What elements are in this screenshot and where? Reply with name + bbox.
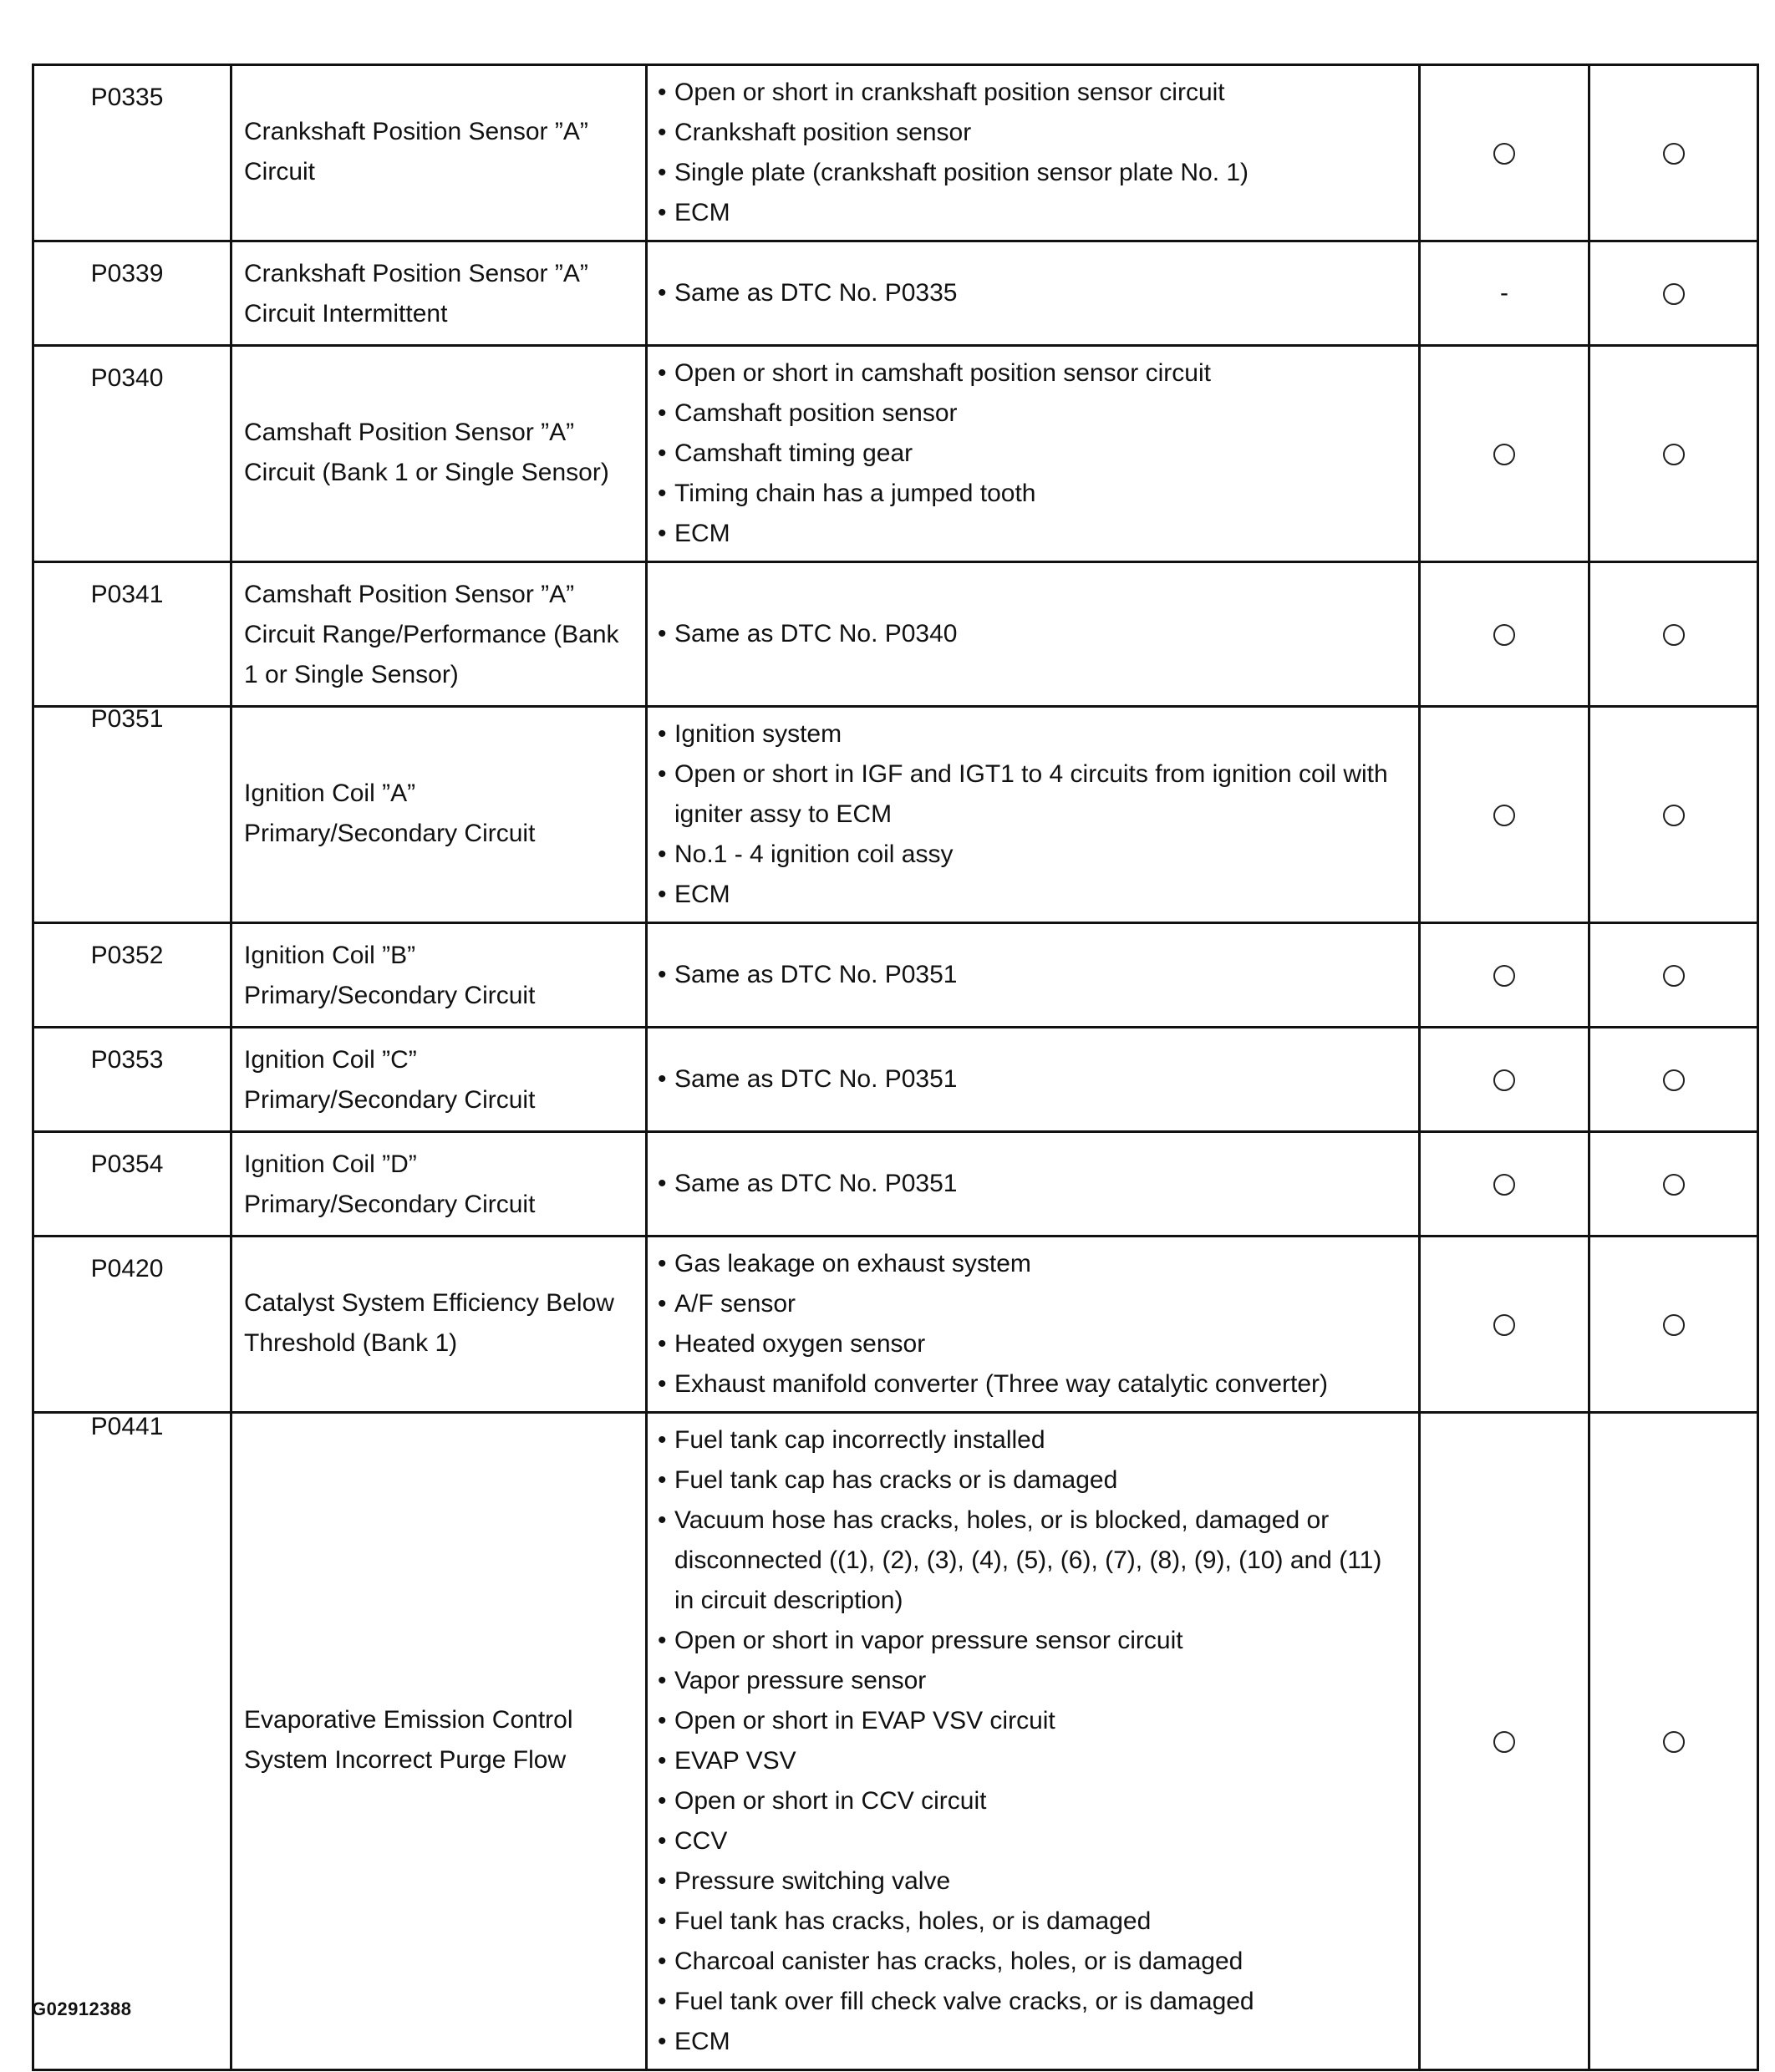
trouble-area-item: • Camshaft timing gear bbox=[658, 434, 1405, 474]
trouble-area-item: • Fuel tank cap incorrectly installed bbox=[658, 1420, 1405, 1460]
trouble-area-item: • Exhaust manifold converter (Three way catalytic converter) bbox=[658, 1364, 1405, 1404]
table-row bbox=[33, 707, 1758, 923]
detection-item-cell: Crankshaft Position Sensor ”A” Circuit Intermittent bbox=[231, 241, 647, 346]
trouble-area-item: • Heated oxygen sensor bbox=[658, 1324, 1405, 1364]
trouble-area-item: • Pressure switching valve bbox=[658, 1861, 1405, 1902]
check-mark-cell bbox=[1420, 1028, 1589, 1132]
dtc-code-cell: P0352 bbox=[33, 923, 231, 1028]
check-mark-cell bbox=[1589, 241, 1758, 346]
check-mark-cell: - bbox=[1420, 241, 1589, 346]
trouble-area-cell bbox=[647, 65, 1420, 241]
trouble-area-item: • EVAP VSV bbox=[658, 1741, 1405, 1781]
circle-mark-icon bbox=[1493, 1314, 1515, 1336]
trouble-area-cell bbox=[647, 923, 1420, 1028]
dtc-code-cell: P0340 bbox=[33, 346, 231, 562]
trouble-area-item: • Same as DTC No. P0335 bbox=[658, 273, 1405, 313]
trouble-area-item: • Open or short in camshaft position sensor circuit bbox=[658, 353, 1405, 394]
circle-mark-icon bbox=[1493, 805, 1515, 826]
table-row bbox=[33, 346, 1758, 562]
trouble-area-item: • Same as DTC No. P0351 bbox=[658, 1164, 1405, 1204]
circle-mark-icon bbox=[1663, 805, 1685, 826]
detection-item-cell: Crankshaft Position Sensor ”A” Circuit bbox=[231, 65, 647, 241]
trouble-area-item: • Crankshaft position sensor bbox=[658, 113, 1405, 153]
table-row bbox=[33, 923, 1758, 1028]
trouble-area-item: • Open or short in CCV circuit bbox=[658, 1781, 1405, 1821]
trouble-area-item: • ECM bbox=[658, 2022, 1405, 2062]
circle-mark-icon bbox=[1663, 624, 1685, 646]
dtc-table bbox=[32, 63, 1759, 2071]
check-mark-cell bbox=[1589, 1132, 1758, 1237]
trouble-area-cell bbox=[647, 346, 1420, 562]
table-row bbox=[33, 1237, 1758, 1413]
trouble-area-item: • Vacuum hose has cracks, holes, or is blocked, damaged or disconnected ((1), (2), (3), (4), (5), (6), (7), (8), (9), (10) and (11) in circuit description) bbox=[658, 1501, 1405, 1621]
trouble-area-item: • Vapor pressure sensor bbox=[658, 1661, 1405, 1701]
trouble-area-item: • Same as DTC No. P0351 bbox=[658, 1059, 1405, 1099]
dtc-code-cell: P0335 bbox=[33, 65, 231, 241]
circle-mark-icon bbox=[1663, 1314, 1685, 1336]
circle-mark-icon bbox=[1493, 1731, 1515, 1753]
figure-id: G02912388 bbox=[32, 1998, 132, 2019]
trouble-area-item: • Single plate (crankshaft position sensor plate No. 1) bbox=[658, 153, 1405, 193]
detection-item-cell: Ignition Coil ”A” Primary/Secondary Circuit bbox=[231, 707, 647, 923]
dtc-code-cell: P0339 bbox=[33, 241, 231, 346]
detection-item-cell: Catalyst System Efficiency Below Threshold (Bank 1) bbox=[231, 1237, 647, 1413]
trouble-area-item: • Charcoal canister has cracks, holes, or is damaged bbox=[658, 1942, 1405, 1982]
trouble-area-cell bbox=[647, 241, 1420, 346]
trouble-area-item: • Same as DTC No. P0351 bbox=[658, 955, 1405, 995]
check-mark-cell bbox=[1420, 707, 1589, 923]
trouble-area-item: • Timing chain has a jumped tooth bbox=[658, 474, 1405, 514]
table-row bbox=[33, 65, 1758, 241]
dtc-code-cell: P0420 bbox=[33, 1237, 231, 1413]
detection-item-cell: Evaporative Emission Control System Incorrect Purge Flow bbox=[231, 1413, 647, 2070]
table-row bbox=[33, 562, 1758, 707]
trouble-area-item: • Ignition system bbox=[658, 714, 1405, 754]
check-mark-cell bbox=[1589, 346, 1758, 562]
trouble-area-cell bbox=[647, 707, 1420, 923]
check-mark-cell bbox=[1589, 923, 1758, 1028]
check-mark-cell bbox=[1589, 562, 1758, 707]
check-mark-cell bbox=[1420, 1237, 1589, 1413]
trouble-area-cell bbox=[647, 562, 1420, 707]
circle-mark-icon bbox=[1663, 283, 1685, 305]
circle-mark-icon bbox=[1493, 444, 1515, 465]
dtc-code-cell: P0341 bbox=[33, 562, 231, 707]
check-mark-cell bbox=[1589, 707, 1758, 923]
circle-mark-icon bbox=[1493, 143, 1515, 165]
dtc-code-cell: P0354 bbox=[33, 1132, 231, 1237]
detection-item-cell: Camshaft Position Sensor ”A” Circuit (Bank 1 or Single Sensor) bbox=[231, 346, 647, 562]
circle-mark-icon bbox=[1663, 143, 1685, 165]
check-mark-cell bbox=[1589, 1413, 1758, 2070]
trouble-area-item: • Fuel tank has cracks, holes, or is damaged bbox=[658, 1902, 1405, 1942]
trouble-area-item: • A/F sensor bbox=[658, 1284, 1405, 1324]
trouble-area-item: • Fuel tank cap has cracks or is damaged bbox=[658, 1460, 1405, 1501]
trouble-area-item: • Camshaft position sensor bbox=[658, 394, 1405, 434]
dtc-code-cell: P0441 bbox=[33, 1413, 231, 2070]
circle-mark-icon bbox=[1663, 1731, 1685, 1753]
trouble-area-item: • Fuel tank over fill check valve cracks, or is damaged bbox=[658, 1982, 1405, 2022]
check-mark-cell bbox=[1420, 1132, 1589, 1237]
trouble-area-item: • Same as DTC No. P0340 bbox=[658, 614, 1405, 654]
trouble-area-item: • Open or short in vapor pressure sensor circuit bbox=[658, 1621, 1405, 1661]
detection-item-cell: Camshaft Position Sensor ”A” Circuit Range/Performance (Bank 1 or Single Sensor) bbox=[231, 562, 647, 707]
trouble-area-item: • Open or short in crankshaft position sensor circuit bbox=[658, 73, 1405, 113]
circle-mark-icon bbox=[1493, 1069, 1515, 1091]
detection-item-cell: Ignition Coil ”B” Primary/Secondary Circuit bbox=[231, 923, 647, 1028]
circle-mark-icon bbox=[1663, 1069, 1685, 1091]
check-mark-cell bbox=[1589, 1028, 1758, 1132]
circle-mark-icon bbox=[1493, 965, 1515, 987]
circle-mark-icon bbox=[1493, 624, 1515, 646]
trouble-area-cell bbox=[647, 1028, 1420, 1132]
circle-mark-icon bbox=[1493, 1174, 1515, 1196]
trouble-area-item: • Open or short in EVAP VSV circuit bbox=[658, 1701, 1405, 1741]
check-mark-cell bbox=[1589, 65, 1758, 241]
trouble-area-item: • ECM bbox=[658, 875, 1405, 915]
trouble-area-cell bbox=[647, 1413, 1420, 2070]
table-row bbox=[33, 1028, 1758, 1132]
check-mark-cell bbox=[1420, 562, 1589, 707]
trouble-area-item: • CCV bbox=[658, 1821, 1405, 1861]
trouble-area-item: • ECM bbox=[658, 193, 1405, 233]
trouble-area-cell bbox=[647, 1132, 1420, 1237]
check-mark-cell bbox=[1420, 346, 1589, 562]
dtc-code-cell: P0353 bbox=[33, 1028, 231, 1132]
circle-mark-icon bbox=[1663, 965, 1685, 987]
table-row bbox=[33, 1132, 1758, 1237]
trouble-area-item: • Gas leakage on exhaust system bbox=[658, 1244, 1405, 1284]
detection-item-cell: Ignition Coil ”D” Primary/Secondary Circuit bbox=[231, 1132, 647, 1237]
trouble-area-cell bbox=[647, 1237, 1420, 1413]
circle-mark-icon bbox=[1663, 444, 1685, 465]
table-row bbox=[33, 241, 1758, 346]
dtc-code-cell: P0351 bbox=[33, 707, 231, 923]
check-mark-cell bbox=[1589, 1237, 1758, 1413]
circle-mark-icon bbox=[1663, 1174, 1685, 1196]
check-mark-cell bbox=[1420, 1413, 1589, 2070]
table-row bbox=[33, 1413, 1758, 2070]
trouble-area-item: • Open or short in IGF and IGT1 to 4 circuits from ignition coil with igniter assy to ECM bbox=[658, 754, 1405, 835]
trouble-area-item: • No.1 - 4 ignition coil assy bbox=[658, 835, 1405, 875]
check-mark-cell bbox=[1420, 65, 1589, 241]
check-mark-cell bbox=[1420, 923, 1589, 1028]
trouble-area-item: • ECM bbox=[658, 514, 1405, 554]
detection-item-cell: Ignition Coil ”C” Primary/Secondary Circuit bbox=[231, 1028, 647, 1132]
